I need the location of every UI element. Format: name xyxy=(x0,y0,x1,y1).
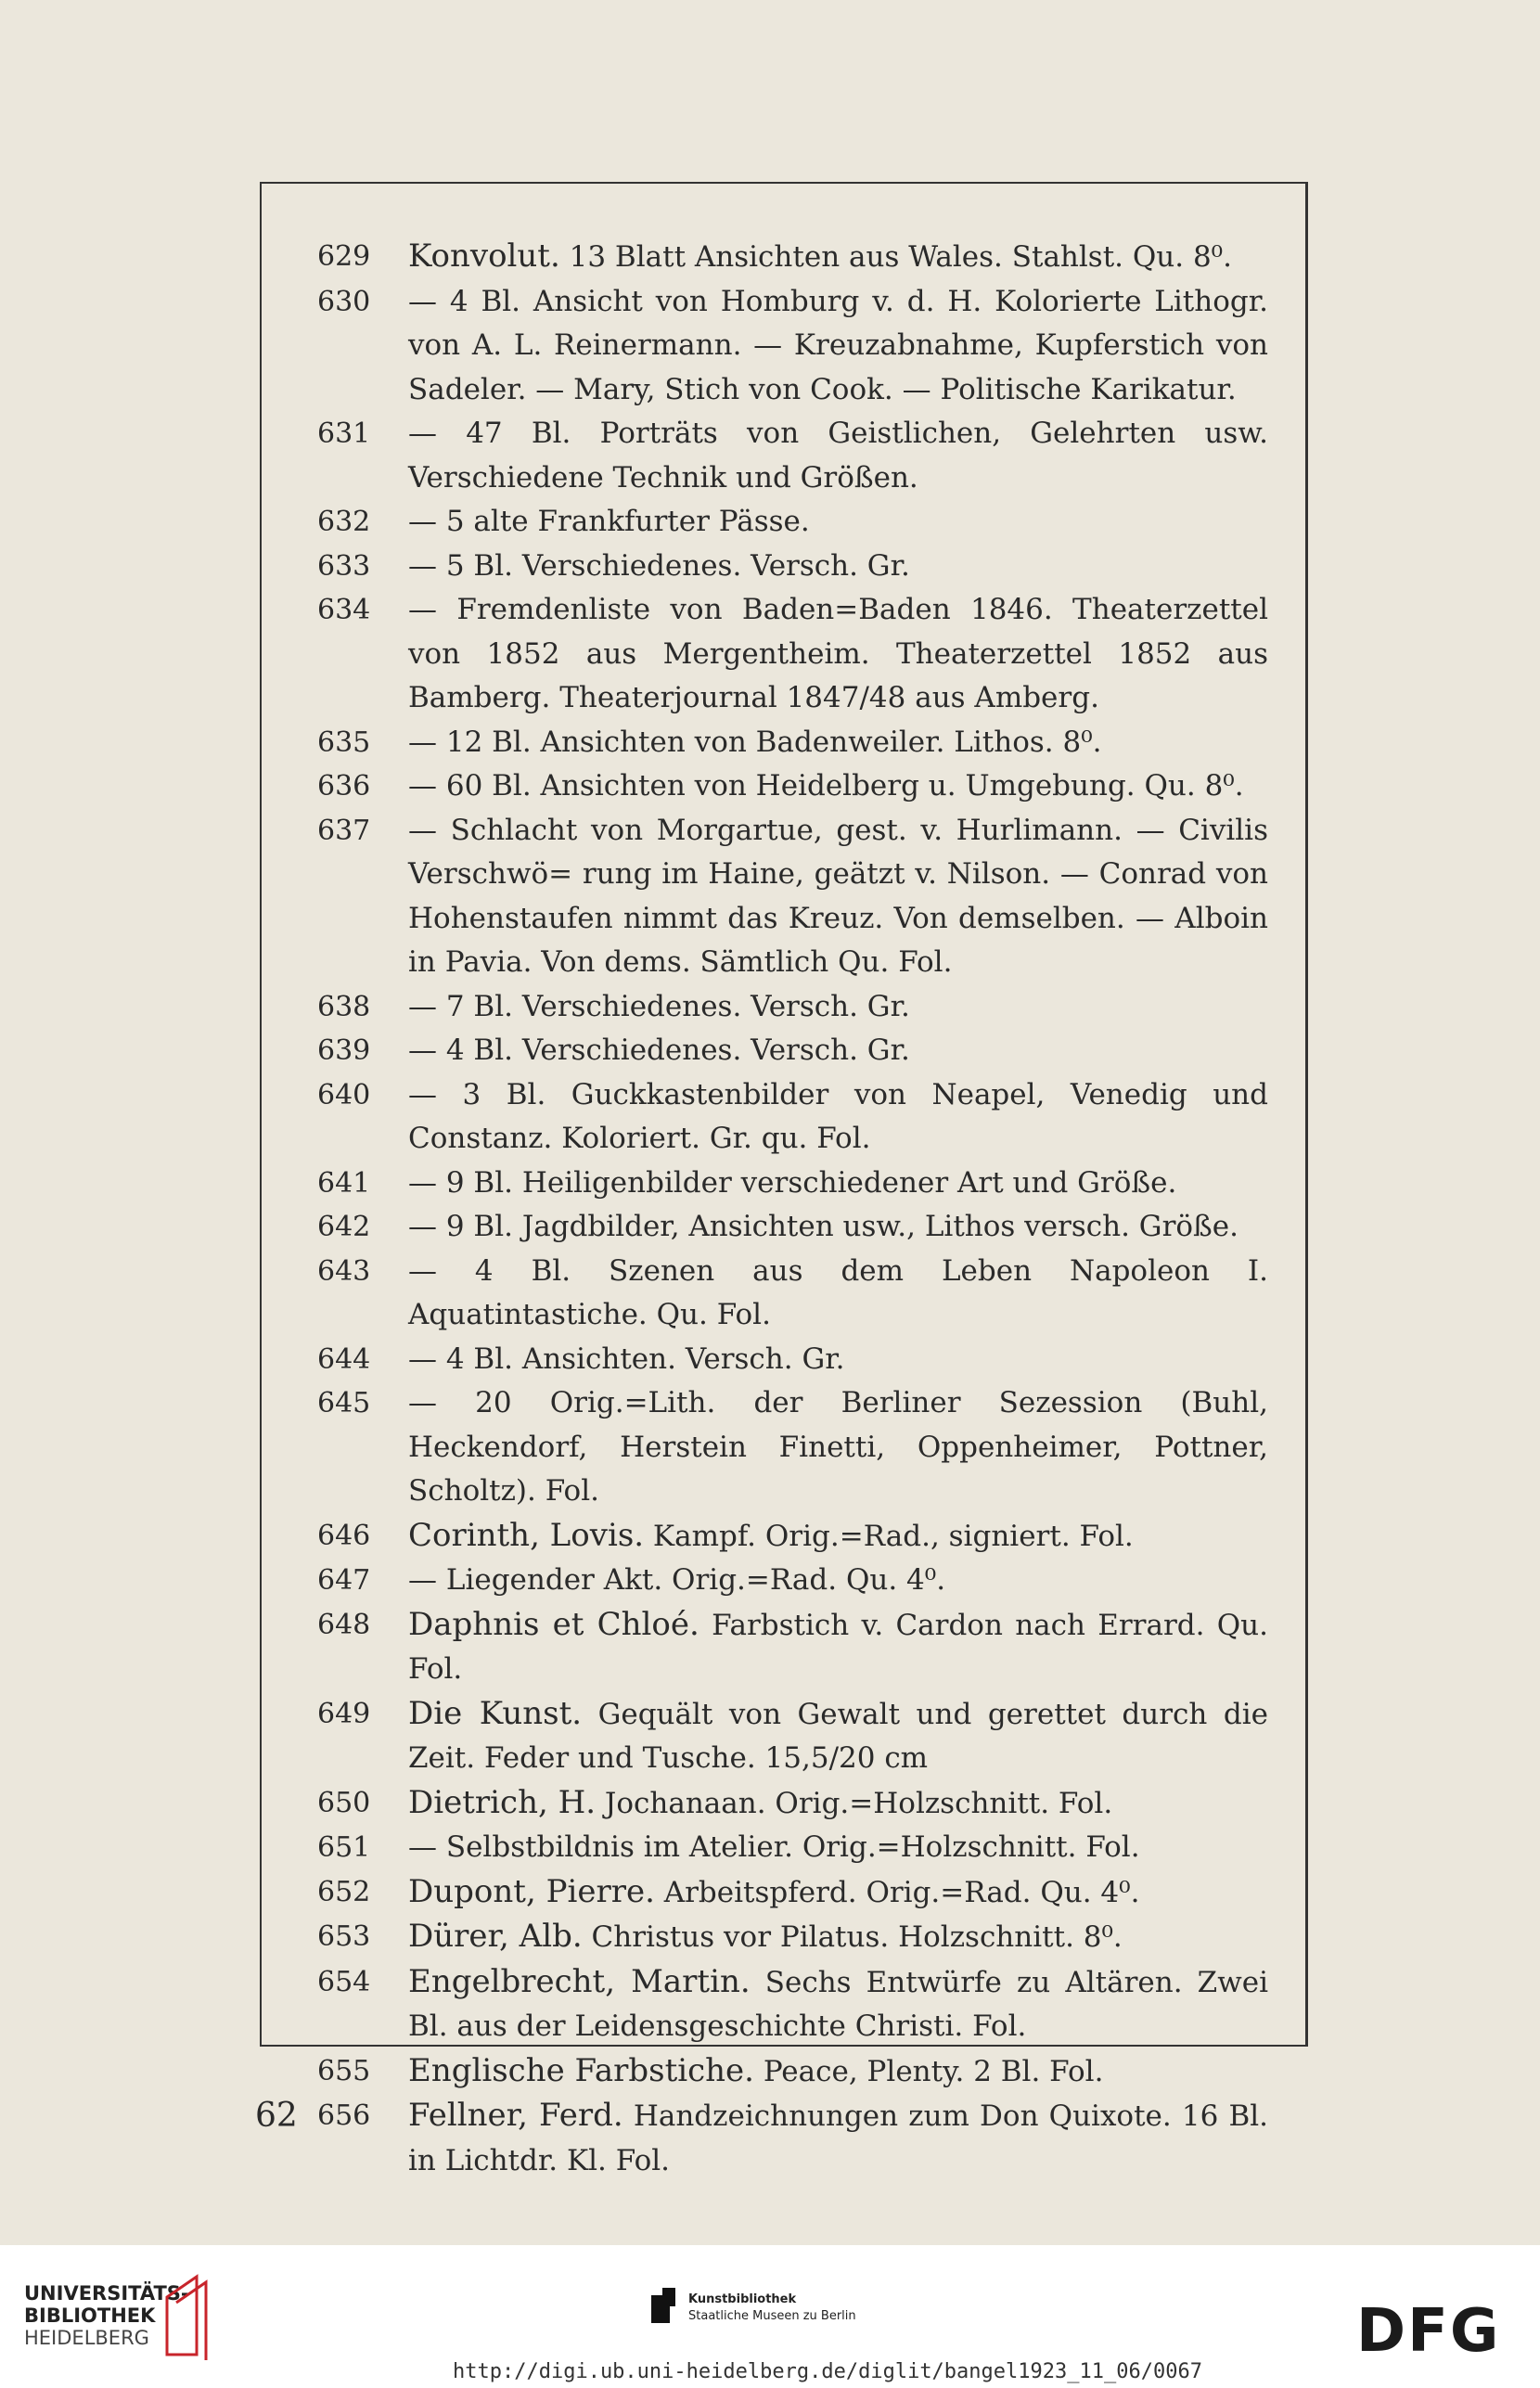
entry-text: — 7 Bl. Verschiedenes. Versch. Gr. xyxy=(408,989,910,1023)
entry-number: 641 xyxy=(317,1166,371,1200)
entry-description xyxy=(408,1073,1305,1162)
catalog-frame xyxy=(260,182,1308,2177)
catalog-entry xyxy=(262,1915,1305,1960)
entry-number: 634 xyxy=(317,594,371,626)
catalog-entry xyxy=(262,412,1305,500)
entry-text: Christus vor Pilatus. Holzschnitt. 8⁰. xyxy=(582,1920,1123,1954)
entry-text: — Fremdenliste von Baden=Baden 1846. Theaterzettel von 1852 aus Mergentheim. Theaterzettel 1852 aus Bamberg. Theaterjournal 1847/48 aus Amberg. xyxy=(408,593,1268,714)
catalog-entry xyxy=(262,1029,1305,1073)
entry-text: — 20 Orig.=Lith. der Berliner Sezession (Buhl, Heckendorf, Herstein Finetti, Oppenheimer, Pottner, Scholtz). Fol. xyxy=(408,1386,1268,1508)
entry-description xyxy=(408,588,1305,721)
catalog-entry xyxy=(262,721,1305,765)
entry-number: 638 xyxy=(317,990,371,1023)
entry-text: — 60 Bl. Ansichten von Heidelberg u. Umgebung. Qu. 8⁰. xyxy=(408,769,1244,802)
entry-description xyxy=(408,721,1305,765)
permalink-url[interactable]: http://digi.ub.uni-heidelberg.de/diglit/bangel1923_11_06/0067 xyxy=(453,2360,1202,2383)
catalog-entry xyxy=(262,809,1305,985)
library-line-1: UNIVERSITÄTS- xyxy=(24,2282,189,2305)
entry-description xyxy=(408,1205,1305,1250)
entry-number: 655 xyxy=(317,2054,371,2087)
entry-description xyxy=(408,2049,1305,2095)
catalog-entry xyxy=(262,1073,1305,1162)
entry-text: — 4 Bl. Ansicht von Homburg v. d. H. Kolorierte Lithogr. von A. L. Reinermann. — Kreuzabnahme, Kupferstich von Sadeler. — Mary, Stich von Cook. — Politische Karikatur. xyxy=(408,284,1268,406)
entry-heading: Fellner, Ferd. xyxy=(408,2097,623,2134)
entry-description xyxy=(408,2094,1305,2183)
entry-description xyxy=(408,545,1305,589)
entry-description xyxy=(408,1029,1305,1073)
entry-heading: Dürer, Alb. xyxy=(408,1918,583,1955)
catalog-entry xyxy=(262,1205,1305,1250)
catalog-entry xyxy=(262,1338,1305,1382)
entry-number: 637 xyxy=(317,814,371,847)
entry-description xyxy=(408,809,1305,985)
entry-description xyxy=(408,1870,1305,1916)
entry-number: 656 xyxy=(317,2099,371,2132)
entry-number: 632 xyxy=(317,506,371,538)
entry-heading: Konvolut. xyxy=(408,238,560,275)
entry-text: — 4 Bl. Verschiedenes. Versch. Gr. xyxy=(408,1034,910,1067)
entry-description xyxy=(408,412,1305,500)
entry-list xyxy=(262,235,1305,2183)
catalog-entry xyxy=(262,1514,1305,1560)
entry-description xyxy=(408,985,1305,1030)
entry-text: Farbstich v. Cardon nach Errard. Qu. Fol. xyxy=(408,1608,1268,1686)
entry-number: 650 xyxy=(317,1786,371,1819)
catalog-entry xyxy=(262,1870,1305,1916)
catalog-entry xyxy=(262,280,1305,413)
page-number: 62 xyxy=(255,2097,298,2135)
catalog-entry xyxy=(262,500,1305,545)
entry-number: 642 xyxy=(317,1211,371,1243)
entry-text: — 47 Bl. Porträts von Geistlichen, Gelehrten usw. Verschiedene Technik und Größen. xyxy=(408,417,1268,494)
entry-number: 635 xyxy=(317,725,371,759)
entry-text: 13 Blatt Ansichten aus Wales. Stahlst. Qu. 8⁰. xyxy=(559,240,1232,274)
entry-description xyxy=(408,1603,1305,1692)
entry-text: — 4 Bl. Ansichten. Versch. Gr. xyxy=(408,1342,845,1376)
catalog-entry xyxy=(262,1162,1305,1206)
entry-number: 651 xyxy=(317,1831,371,1864)
entry-heading: Daphnis et Chloé. xyxy=(408,1605,699,1643)
catalog-entry xyxy=(262,588,1305,721)
entry-number: 633 xyxy=(317,549,371,583)
entry-description xyxy=(408,764,1305,809)
entry-description xyxy=(408,1960,1305,2049)
entry-number: 653 xyxy=(317,1920,371,1953)
entry-text: — Selbstbildnis im Atelier. Orig.=Holzschnitt. Fol. xyxy=(408,1830,1140,1864)
entry-description xyxy=(408,1781,1305,1827)
entry-description xyxy=(408,1915,1305,1960)
entry-number: 629 xyxy=(317,240,371,273)
catalog-entry xyxy=(262,985,1305,1030)
catalog-entry xyxy=(262,1250,1305,1338)
catalog-entry xyxy=(262,2094,1305,2183)
entry-text: Sechs Entwürfe zu Altären. Zwei Bl. aus der Leidensgeschichte Christi. Fol. xyxy=(408,1965,1268,2043)
entry-text: Gequält von Gewalt und gerettet durch die Zeit. Feder und Tusche. 15,5/20 cm xyxy=(408,1697,1268,1775)
entry-number: 649 xyxy=(317,1697,371,1730)
entry-description xyxy=(408,1826,1305,1870)
ub-logo-mark-icon xyxy=(160,2269,215,2362)
footer-bar xyxy=(0,2245,1540,2388)
entry-text: — 5 alte Frankfurter Pässe. xyxy=(408,505,810,538)
kb-line-2: Staatliche Museen zu Berlin xyxy=(688,2309,856,2323)
catalog-entry xyxy=(262,2049,1305,2095)
entry-heading: Dietrich, H. xyxy=(408,1783,597,1821)
entry-description xyxy=(408,280,1305,413)
kunstbibliothek-icon xyxy=(649,2286,677,2330)
catalog-entry xyxy=(262,1692,1305,1781)
entry-description xyxy=(408,1338,1305,1382)
library-line-3: HEIDELBERG xyxy=(24,2327,149,2349)
entry-number: 640 xyxy=(317,1078,371,1111)
kunstbibliothek-logo[interactable] xyxy=(688,2292,856,2325)
entry-number: 654 xyxy=(317,1965,371,1998)
catalog-entry xyxy=(262,545,1305,589)
entry-text: — 4 Bl. Szenen aus dem Leben Napoleon I. Aquatintastiche. Qu. Fol. xyxy=(408,1253,1268,1331)
entry-description xyxy=(408,500,1305,545)
kb-line-1: Kunstbibliothek xyxy=(688,2292,797,2306)
catalog-entry xyxy=(262,1559,1305,1603)
entry-text: — Liegender Akt. Orig.=Rad. Qu. 4⁰. xyxy=(408,1563,946,1597)
entry-number: 639 xyxy=(317,1034,371,1067)
dfg-logo[interactable]: DFG xyxy=(1356,2297,1501,2366)
entry-number: 648 xyxy=(317,1608,371,1641)
catalog-entry xyxy=(262,1826,1305,1870)
entry-text: — 9 Bl. Heiligenbilder verschiedener Art und Größe. xyxy=(408,1165,1177,1200)
entry-heading: Corinth, Lovis. xyxy=(408,1516,645,1554)
catalog-entry xyxy=(262,1960,1305,2049)
catalog-entry xyxy=(262,764,1305,809)
entry-description xyxy=(408,1162,1305,1206)
entry-description xyxy=(408,1381,1305,1514)
entry-number: 646 xyxy=(317,1519,371,1552)
entry-description xyxy=(408,1559,1305,1603)
entry-heading: Engelbrecht, Martin. xyxy=(408,1962,751,2000)
entry-description xyxy=(408,1692,1305,1781)
entry-number: 647 xyxy=(317,1564,371,1597)
entry-text: Handzeichnungen zum Don Quixote. 16 Bl. in Lichtdr. Kl. Fol. xyxy=(408,2099,1268,2177)
entry-number: 644 xyxy=(317,1342,371,1376)
entry-number: 630 xyxy=(317,285,371,318)
entry-heading: Englische Farbstiche. xyxy=(408,2051,754,2089)
entry-text: — Schlacht von Morgartue, gest. v. Hurlimann. — Civilis Verschwö= rung im Haine, geätzt v. Nilson. — Conrad von Hohenstaufen nimmt das Kreuz. Von demselben. — Alboin in Pavia. Von dems. Sämtlich Qu. Fol. xyxy=(408,813,1268,979)
entry-text: Peace, Plenty. 2 Bl. Fol. xyxy=(753,2054,1104,2088)
entry-number: 645 xyxy=(317,1387,371,1419)
entry-description xyxy=(408,235,1305,280)
entry-text: Kampf. Orig.=Rad., signiert. Fol. xyxy=(644,1519,1134,1553)
entry-heading: Die Kunst. xyxy=(408,1694,583,1732)
catalog-entry xyxy=(262,1781,1305,1827)
entry-number: 631 xyxy=(317,417,371,450)
entry-number: 652 xyxy=(317,1875,371,1908)
entry-text: Jochanaan. Orig.=Holzschnitt. Fol. xyxy=(596,1786,1113,1820)
entry-text: — 12 Bl. Ansichten von Badenweiler. Lithos. 8⁰. xyxy=(408,725,1102,759)
entry-description xyxy=(408,1514,1305,1560)
catalog-entry xyxy=(262,1603,1305,1692)
entry-heading: Dupont, Pierre. xyxy=(408,1872,655,1910)
entry-text: — 3 Bl. Guckkastenbilder von Neapel, Venedig und Constanz. Koloriert. Gr. qu. Fol. xyxy=(408,1077,1268,1155)
library-line-2: BIBLIOTHEK xyxy=(24,2305,156,2327)
catalog-entry xyxy=(262,1381,1305,1514)
catalog-entry xyxy=(262,235,1305,280)
entry-text: — 5 Bl. Verschiedenes. Versch. Gr. xyxy=(408,548,910,583)
entry-text: Arbeitspferd. Orig.=Rad. Qu. 4⁰. xyxy=(654,1875,1140,1909)
entry-text: — 9 Bl. Jagdbilder, Ansichten usw., Lithos versch. Größe. xyxy=(408,1210,1238,1243)
entry-number: 643 xyxy=(317,1254,371,1288)
entry-description xyxy=(408,1250,1305,1338)
entry-number: 636 xyxy=(317,770,371,802)
